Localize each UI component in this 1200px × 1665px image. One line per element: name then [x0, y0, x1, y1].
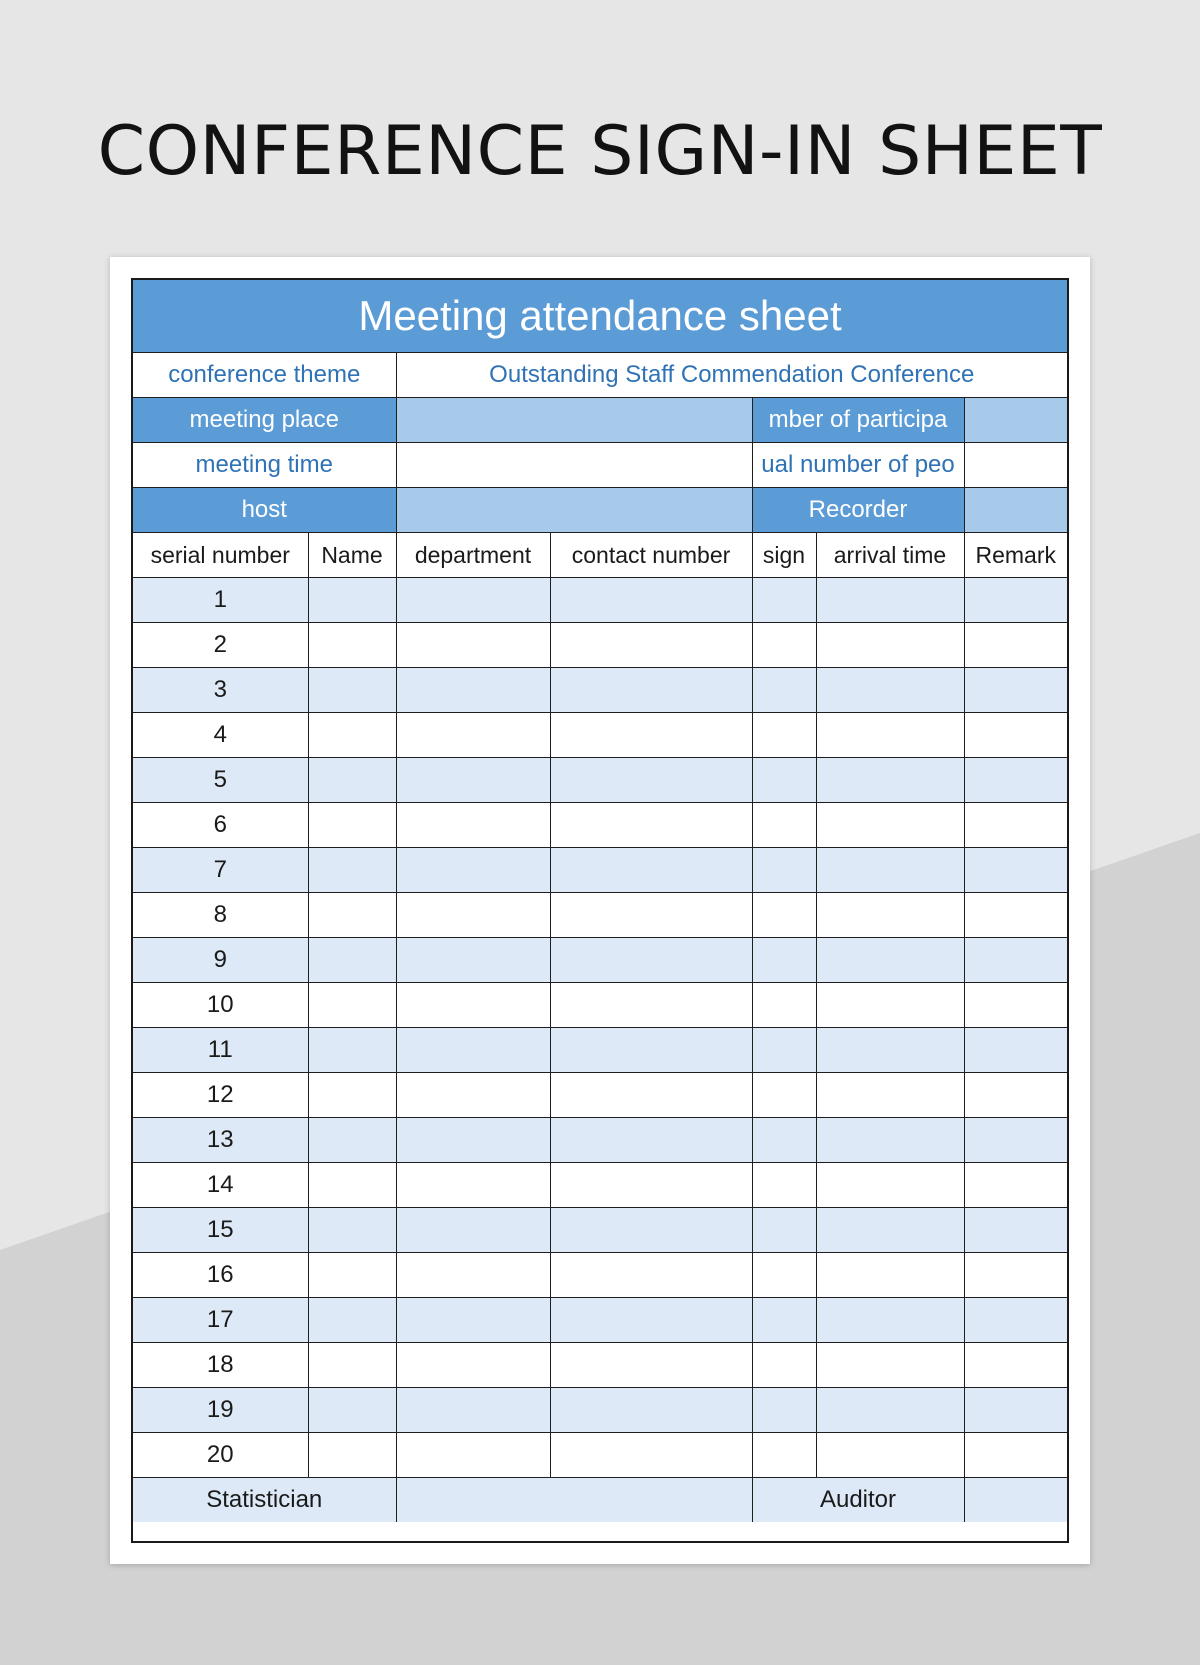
cell-department[interactable]: [396, 1433, 550, 1478]
cell-sign[interactable]: [752, 893, 816, 938]
cell-remark[interactable]: [964, 1433, 1067, 1478]
cell-department[interactable]: [396, 1298, 550, 1343]
cell-arrival-time[interactable]: [816, 623, 964, 668]
cell-serial-number: 17: [133, 1298, 308, 1343]
cell-department[interactable]: [396, 668, 550, 713]
column-header-serial-number: serial number: [133, 533, 308, 578]
cell-name[interactable]: [308, 938, 396, 983]
cell-sign[interactable]: [752, 938, 816, 983]
cell-name[interactable]: [308, 1028, 396, 1073]
cell-name[interactable]: [308, 1253, 396, 1298]
cell-arrival-time[interactable]: [816, 1253, 964, 1298]
table-row: [133, 893, 1067, 938]
cell-sign[interactable]: [752, 1118, 816, 1163]
cell-arrival-time[interactable]: [816, 713, 964, 758]
cell-sign[interactable]: [752, 1028, 816, 1073]
cell-name[interactable]: [308, 713, 396, 758]
cell-serial-number: 20: [133, 1433, 308, 1478]
cell-arrival-time[interactable]: [816, 1388, 964, 1433]
cell-sign[interactable]: [752, 848, 816, 893]
cell-contact-number[interactable]: [550, 668, 752, 713]
cell-remark[interactable]: [964, 1118, 1067, 1163]
cell-name[interactable]: [308, 1388, 396, 1433]
cell-sign[interactable]: [752, 1343, 816, 1388]
meeting-place-label: meeting place: [133, 398, 396, 443]
table-row: [133, 713, 1067, 758]
cell-arrival-time[interactable]: [816, 803, 964, 848]
cell-remark[interactable]: [964, 893, 1067, 938]
statistician-value[interactable]: [396, 1478, 752, 1523]
cell-contact-number[interactable]: [550, 713, 752, 758]
cell-remark[interactable]: [964, 758, 1067, 803]
cell-department[interactable]: [396, 1388, 550, 1433]
cell-arrival-time[interactable]: [816, 983, 964, 1028]
table-row: [133, 1388, 1067, 1433]
cell-serial-number: 6: [133, 803, 308, 848]
column-header-name: Name: [308, 533, 396, 578]
cell-contact-number[interactable]: [550, 1298, 752, 1343]
cell-remark[interactable]: [964, 1298, 1067, 1343]
cell-contact-number[interactable]: [550, 623, 752, 668]
column-header-sign: sign: [752, 533, 816, 578]
auditor-value[interactable]: [964, 1478, 1067, 1523]
attendance-sheet: [131, 278, 1069, 1543]
cell-sign[interactable]: [752, 1163, 816, 1208]
cell-sign[interactable]: [752, 1253, 816, 1298]
cell-serial-number: 13: [133, 1118, 308, 1163]
cell-sign[interactable]: [752, 1433, 816, 1478]
cell-serial-number: 10: [133, 983, 308, 1028]
page-title: CONFERENCE SIGN-IN SHEET: [97, 112, 1103, 191]
cell-name[interactable]: [308, 623, 396, 668]
cell-department[interactable]: [396, 1208, 550, 1253]
meeting-time-label: meeting time: [133, 443, 396, 488]
cell-sign[interactable]: [752, 668, 816, 713]
cell-contact-number[interactable]: [550, 1388, 752, 1433]
cell-serial-number: 4: [133, 713, 308, 758]
cell-sign[interactable]: [752, 803, 816, 848]
cell-name[interactable]: [308, 578, 396, 623]
cell-name[interactable]: [308, 1163, 396, 1208]
cell-name[interactable]: [308, 893, 396, 938]
cell-remark[interactable]: [964, 1208, 1067, 1253]
cell-contact-number[interactable]: [550, 983, 752, 1028]
table-row: [133, 1073, 1067, 1118]
cell-department[interactable]: [396, 893, 550, 938]
cell-remark[interactable]: [964, 983, 1067, 1028]
cell-name[interactable]: [308, 1298, 396, 1343]
cell-arrival-time[interactable]: [816, 578, 964, 623]
cell-contact-number[interactable]: [550, 803, 752, 848]
table-row: [133, 803, 1067, 848]
cell-arrival-time[interactable]: [816, 1028, 964, 1073]
cell-contact-number[interactable]: [550, 848, 752, 893]
cell-sign[interactable]: [752, 623, 816, 668]
cell-arrival-time[interactable]: [816, 1163, 964, 1208]
cell-name[interactable]: [308, 983, 396, 1028]
table-row: [133, 623, 1067, 668]
cell-arrival-time[interactable]: [816, 668, 964, 713]
table-row: [133, 1343, 1067, 1388]
cell-name[interactable]: [308, 1208, 396, 1253]
cell-sign[interactable]: [752, 983, 816, 1028]
statistician-label: Statistician: [133, 1478, 396, 1523]
auditor-label: Auditor: [752, 1478, 964, 1523]
cell-sign[interactable]: [752, 578, 816, 623]
cell-department[interactable]: [396, 848, 550, 893]
table-row: [133, 1118, 1067, 1163]
cell-contact-number[interactable]: [550, 1253, 752, 1298]
cell-department[interactable]: [396, 1118, 550, 1163]
cell-department[interactable]: [396, 1343, 550, 1388]
cell-department[interactable]: [396, 983, 550, 1028]
cell-serial-number: 19: [133, 1388, 308, 1433]
host-label: host: [133, 488, 396, 533]
cell-remark[interactable]: [964, 848, 1067, 893]
cell-name[interactable]: [308, 803, 396, 848]
cell-arrival-time[interactable]: [816, 1343, 964, 1388]
cell-serial-number: 7: [133, 848, 308, 893]
attendance-table: [133, 280, 1067, 1522]
cell-department[interactable]: [396, 938, 550, 983]
column-header-arrival-time: arrival time: [816, 533, 964, 578]
table-row: [133, 1028, 1067, 1073]
table-row: [133, 1163, 1067, 1208]
cell-department[interactable]: [396, 803, 550, 848]
cell-contact-number[interactable]: [550, 1433, 752, 1478]
cell-arrival-time[interactable]: [816, 1298, 964, 1343]
cell-serial-number: 16: [133, 1253, 308, 1298]
cell-department[interactable]: [396, 623, 550, 668]
cell-arrival-time[interactable]: [816, 1073, 964, 1118]
cell-serial-number: 2: [133, 623, 308, 668]
table-row: [133, 668, 1067, 713]
meeting-place-value[interactable]: [396, 398, 752, 443]
cell-serial-number: 5: [133, 758, 308, 803]
cell-arrival-time[interactable]: [816, 1208, 964, 1253]
cell-serial-number: 8: [133, 893, 308, 938]
cell-sign[interactable]: [752, 1298, 816, 1343]
cell-arrival-time[interactable]: [816, 938, 964, 983]
cell-arrival-time[interactable]: [816, 1118, 964, 1163]
cell-remark[interactable]: [964, 1073, 1067, 1118]
cell-arrival-time[interactable]: [816, 893, 964, 938]
recorder-label: Recorder: [752, 488, 964, 533]
cell-department[interactable]: [396, 758, 550, 803]
table-row: [133, 938, 1067, 983]
host-value[interactable]: [396, 488, 752, 533]
recorder-value[interactable]: [964, 488, 1067, 533]
table-row: [133, 1298, 1067, 1343]
cell-sign[interactable]: [752, 1073, 816, 1118]
cell-serial-number: 14: [133, 1163, 308, 1208]
cell-sign[interactable]: [752, 1388, 816, 1433]
cell-remark[interactable]: [964, 803, 1067, 848]
cell-serial-number: 11: [133, 1028, 308, 1073]
cell-contact-number[interactable]: [550, 758, 752, 803]
conference-theme-value[interactable]: Outstanding Staff Commendation Conference: [396, 353, 1067, 398]
cell-contact-number[interactable]: [550, 1028, 752, 1073]
cell-remark[interactable]: [964, 1253, 1067, 1298]
cell-remark[interactable]: [964, 578, 1067, 623]
actual-participants-value[interactable]: [964, 443, 1067, 488]
cell-contact-number[interactable]: [550, 1208, 752, 1253]
table-row: [133, 578, 1067, 623]
cell-department[interactable]: [396, 1028, 550, 1073]
cell-contact-number[interactable]: [550, 938, 752, 983]
column-header-remark: Remark: [964, 533, 1067, 578]
cell-department[interactable]: [396, 713, 550, 758]
cell-remark[interactable]: [964, 1388, 1067, 1433]
cell-arrival-time[interactable]: [816, 848, 964, 893]
table-row: [133, 983, 1067, 1028]
cell-contact-number[interactable]: [550, 1343, 752, 1388]
cell-remark[interactable]: [964, 938, 1067, 983]
table-row: [133, 1208, 1067, 1253]
participants-label: mber of participa: [752, 398, 964, 443]
cell-department[interactable]: [396, 1073, 550, 1118]
column-header-contact-number: contact number: [550, 533, 752, 578]
cell-arrival-time[interactable]: [816, 1433, 964, 1478]
cell-name[interactable]: [308, 1343, 396, 1388]
cell-sign[interactable]: [752, 713, 816, 758]
table-row: [133, 758, 1067, 803]
conference-theme-label: conference theme: [133, 353, 396, 398]
column-header-department: department: [396, 533, 550, 578]
cell-contact-number[interactable]: [550, 1163, 752, 1208]
cell-name[interactable]: [308, 1118, 396, 1163]
cell-department[interactable]: [396, 578, 550, 623]
cell-serial-number: 12: [133, 1073, 308, 1118]
cell-contact-number[interactable]: [550, 578, 752, 623]
cell-serial-number: 15: [133, 1208, 308, 1253]
cell-contact-number[interactable]: [550, 1073, 752, 1118]
cell-name[interactable]: [308, 1433, 396, 1478]
cell-remark[interactable]: [964, 1163, 1067, 1208]
cell-serial-number: 3: [133, 668, 308, 713]
cell-name[interactable]: [308, 668, 396, 713]
cell-remark[interactable]: [964, 713, 1067, 758]
cell-contact-number[interactable]: [550, 893, 752, 938]
cell-arrival-time[interactable]: [816, 758, 964, 803]
table-row: [133, 848, 1067, 893]
cell-department[interactable]: [396, 1163, 550, 1208]
sheet-title: Meeting attendance sheet: [133, 280, 1067, 353]
cell-serial-number: 1: [133, 578, 308, 623]
cell-remark[interactable]: [964, 623, 1067, 668]
cell-sign[interactable]: [752, 758, 816, 803]
cell-remark[interactable]: [964, 1028, 1067, 1073]
cell-department[interactable]: [396, 1253, 550, 1298]
sheet-paper: [110, 257, 1090, 1564]
cell-name[interactable]: [308, 1073, 396, 1118]
cell-serial-number: 9: [133, 938, 308, 983]
participants-value[interactable]: [964, 398, 1067, 443]
actual-participants-label: ual number of peo: [752, 443, 964, 488]
cell-remark[interactable]: [964, 668, 1067, 713]
cell-remark[interactable]: [964, 1343, 1067, 1388]
table-row: [133, 1433, 1067, 1478]
meeting-time-value[interactable]: [396, 443, 752, 488]
table-row: [133, 1253, 1067, 1298]
cell-contact-number[interactable]: [550, 1118, 752, 1163]
cell-serial-number: 18: [133, 1343, 308, 1388]
cell-name[interactable]: [308, 848, 396, 893]
cell-name[interactable]: [308, 758, 396, 803]
cell-sign[interactable]: [752, 1208, 816, 1253]
